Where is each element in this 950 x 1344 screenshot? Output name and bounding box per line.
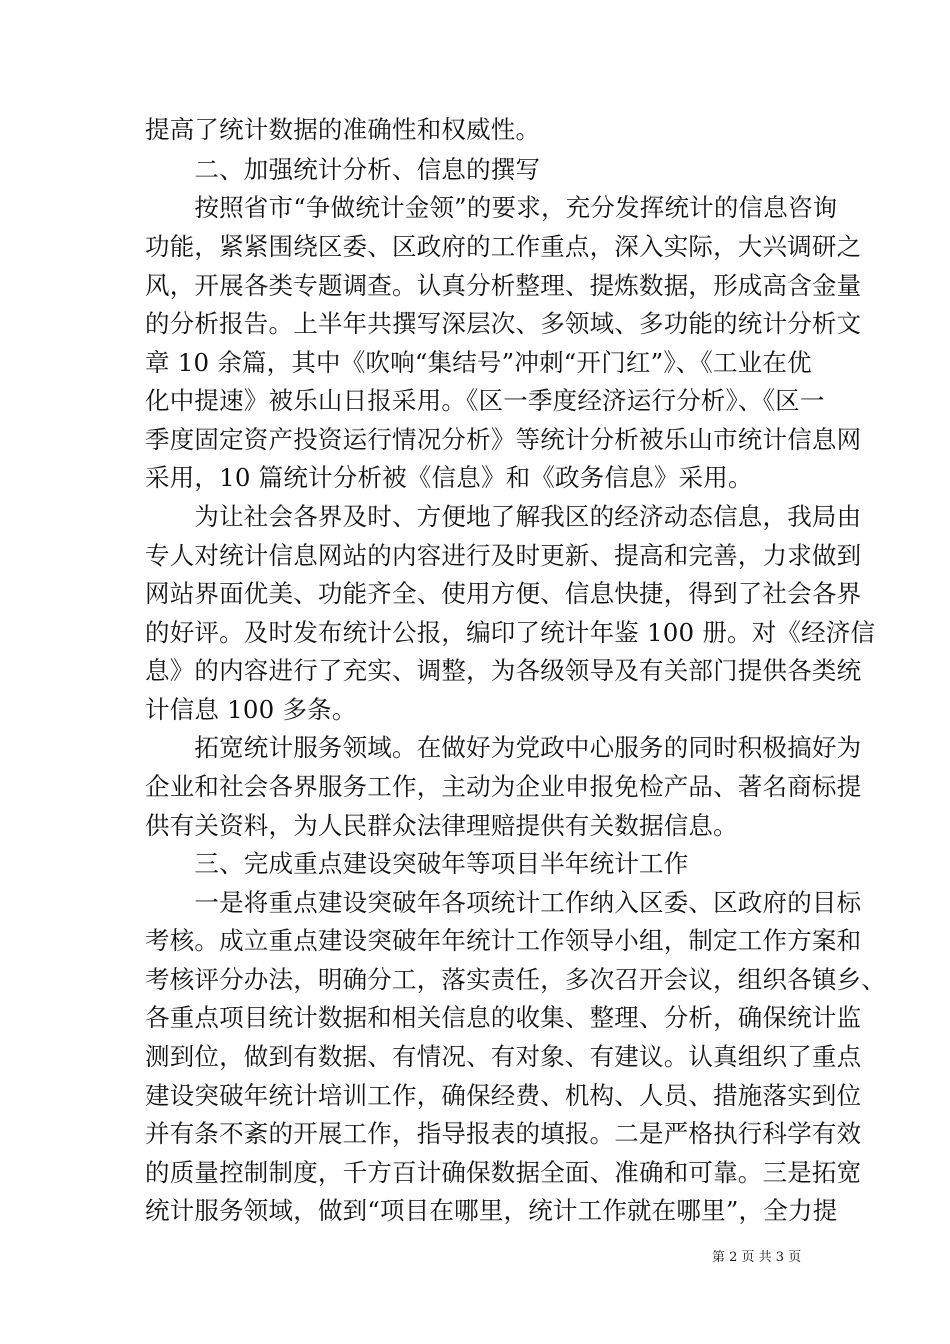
text-line: 各重点项目统计数据和相关信息的收集、整理、分析，确保统计监 bbox=[145, 1003, 862, 1032]
section-heading: 三、完成重点建设突破年等项目半年统计工作 bbox=[145, 849, 689, 878]
section-heading: 二、加强统计分析、信息的撰写 bbox=[145, 155, 541, 184]
text-line: 的分析报告。上半年共撰写深层次、多领域、多功能的统计分析文 bbox=[145, 309, 862, 338]
text-line: 章 10 余篇，其中《吹响“集结号”冲刺“开门红”》、《工业在优 bbox=[145, 348, 812, 377]
text-line: 的质量控制制度，千方百计确保数据全面、准确和可靠。三是拓宽 bbox=[145, 1158, 862, 1187]
text-line: 的好评。及时发布统计公报，编印了统计年鉴 100 册。对《经济信 bbox=[145, 618, 876, 647]
text-line: 计信息 100 多条。 bbox=[145, 695, 357, 724]
text-line: 按照省市“争做统计金领”的要求，充分发挥统计的信息咨询 bbox=[145, 193, 838, 222]
text-line: 提高了统计数据的准确性和权威性。 bbox=[145, 115, 541, 144]
text-line: 并有条不紊的开展工作，指导报表的填报。二是严格执行科学有效 bbox=[145, 1119, 862, 1148]
text-line: 季度固定资产投资运行情况分析》等统计分析被乐山市统计信息网 bbox=[145, 425, 862, 454]
page-number: 第 2 页 共 3 页 bbox=[712, 1250, 802, 1265]
text-line: 考核。成立重点建设突破年年统计工作领导小组，制定工作方案和 bbox=[145, 926, 862, 955]
text-line: 采用，10 篇统计分析被《信息》和《政务信息》采用。 bbox=[145, 463, 753, 492]
text-line: 专人对统计信息网站的内容进行及时更新、提高和完善，力求做到 bbox=[145, 541, 862, 570]
text-line: 测到位，做到有数据、有情况、有对象、有建议。认真组织了重点 bbox=[145, 1042, 862, 1071]
text-line: 建设突破年统计培训工作，确保经费、机构、人员、措施落实到位 bbox=[145, 1081, 862, 1110]
text-line: 网站界面优美、功能齐全、使用方便、信息快捷，得到了社会各界 bbox=[145, 579, 862, 608]
text-line: 功能，紧紧围绕区委、区政府的工作重点，深入实际，大兴调研之 bbox=[145, 232, 862, 261]
text-line: 考核评分办法，明确分工，落实责任，多次召开会议，组织各镇乡、 bbox=[145, 965, 886, 994]
text-line: 一是将重点建设突破年各项统计工作纳入区委、区政府的目标 bbox=[145, 888, 862, 917]
text-line: 化中提速》被乐山日报采用。《区一季度经济运行分析》、《区一 bbox=[145, 386, 825, 415]
text-line: 风，开展各类专题调查。认真分析整理、提炼数据，形成高含金量 bbox=[145, 271, 862, 300]
text-line: 统计服务领域，做到“项目在哪里，统计工作就在哪里”，全力提 bbox=[145, 1196, 838, 1225]
text-line: 供有关资料，为人民群众法律理赔提供有关数据信息。 bbox=[145, 811, 738, 840]
text-line: 拓宽统计服务领域。在做好为党政中心服务的同时积极搞好为 bbox=[145, 733, 862, 762]
text-line: 企业和社会各界服务工作，主动为企业申报免检产品、著名商标提 bbox=[145, 772, 862, 801]
text-line: 息》的内容进行了充实、调整，为各级领导及有关部门提供各类统 bbox=[145, 656, 862, 685]
text-line: 为让社会各界及时、方便地了解我区的经济动态信息，我局由 bbox=[145, 502, 862, 531]
